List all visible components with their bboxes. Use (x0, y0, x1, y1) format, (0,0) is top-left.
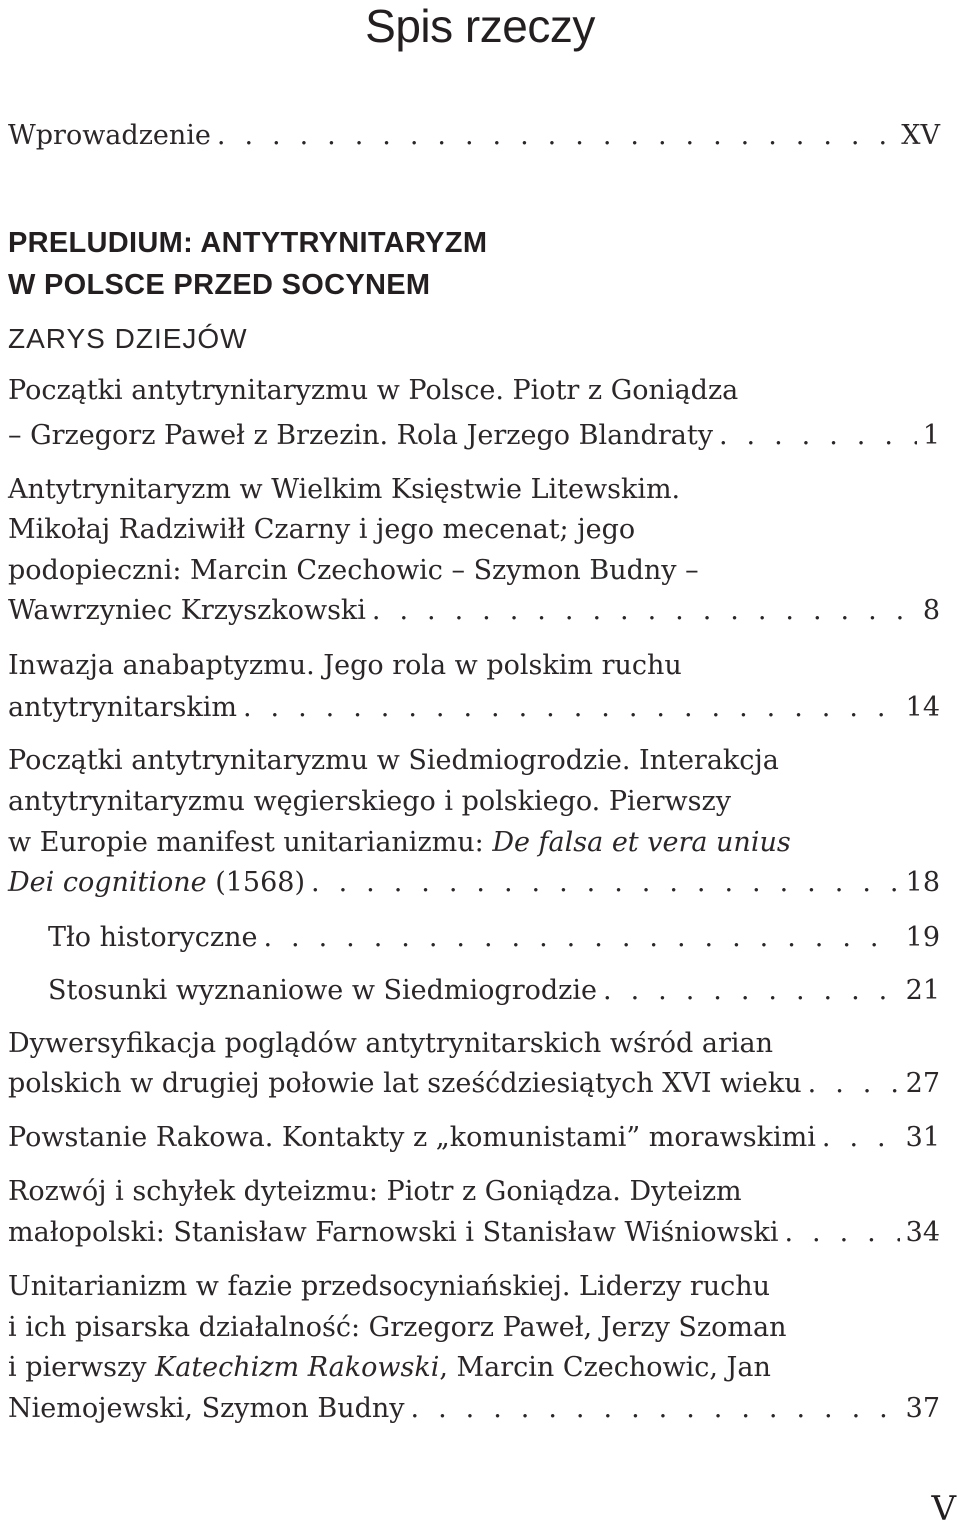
latin-title: Dei cognitione (8, 867, 207, 898)
toc-entry-text: polskich w drugiej połowie lat sześćdziesiątych XVI wieku (8, 1068, 802, 1099)
part-title-line-2: W POLSCE PRZED SOCYNEM (8, 269, 431, 301)
toc-entry-line (8, 827, 791, 859)
toc-entry-text: małopolski: Stanisław Farnowski i Stanisław Wiśniowski (8, 1217, 779, 1248)
toc-entry-line: i ich pisarska działalność: Grzegorz Paweł, Jerzy Szoman (8, 1312, 787, 1343)
dot-leader (263, 922, 899, 954)
toc-entry-text: – Grzegorz Paweł z Brzezin. Rola Jerzego Blandraty (8, 420, 713, 451)
page-number: 34 (905, 1217, 940, 1248)
toc-entry-line: antytrynitaryzmu węgierskiego i polskiego. Pierwszy (8, 786, 731, 817)
toc-entry-text: w Europie manifest unitarianizmu: (8, 827, 493, 858)
toc-entry-6[interactable] (48, 975, 940, 1007)
page-number: 27 (905, 1068, 940, 1099)
dot-leader (808, 1068, 900, 1100)
toc-entry-5[interactable] (48, 922, 940, 954)
page-number: 8 (922, 595, 940, 626)
toc-entry-text: Stosunki wyznaniowe w Siedmiogrodzie (48, 975, 597, 1006)
toc-entry-text: Niemojewski, Szymon Budny (8, 1393, 405, 1424)
toc-entry-10[interactable] (8, 1393, 940, 1425)
dot-leader (603, 975, 900, 1007)
toc-entry-3[interactable] (8, 692, 940, 724)
page-number: 37 (905, 1393, 940, 1424)
toc-entry-line: Mikołaj Radziwiłł Czarny i jego mecenat; jego (8, 514, 636, 545)
toc-entry-text: Powstanie Rakowa. Kontakty z „komunistami” morawskimi (8, 1122, 816, 1153)
toc-entry-9[interactable] (8, 1217, 940, 1249)
toc-entry-introduction[interactable] (8, 120, 940, 152)
page-number: 31 (905, 1122, 940, 1153)
toc-entry-text (8, 867, 305, 899)
dot-leader (784, 1217, 899, 1249)
toc-entry-line: Początki antytrynitaryzmu w Polsce. Piotr z Goniądza (8, 375, 739, 406)
toc-entry-line: podopieczni: Marcin Czechowic – Szymon Budny – (8, 555, 699, 586)
toc-entry-2[interactable] (8, 595, 940, 627)
dot-leader (822, 1122, 900, 1154)
dot-leader (372, 595, 917, 627)
dot-leader (411, 1393, 900, 1425)
page-number: 1 (922, 420, 940, 451)
part-title-line-1: PRELUDIUM: ANTYTRYNITARYZM (8, 227, 488, 259)
toc-entry-text: , Marcin Czechowic, Jan (439, 1352, 771, 1383)
dot-leader (217, 120, 895, 152)
page-number: 19 (905, 922, 940, 953)
page-title: Spis rzeczy (365, 0, 595, 52)
folio-page-number: V (931, 1489, 956, 1529)
latin-title: De falsa et vera unius (492, 827, 791, 858)
toc-entry-line: Inwazja anabaptyzmu. Jego rola w polskim ruchu (8, 650, 682, 681)
toc-entry-8[interactable] (8, 1122, 940, 1154)
toc-entry-1[interactable] (8, 420, 940, 452)
page-number: XV (901, 120, 940, 151)
toc-entry-text: Wprowadzenie (8, 120, 211, 151)
year: (1568) (206, 867, 306, 898)
toc-entry-line: Antytrynitaryzm w Wielkim Księstwie Litewskim. (8, 474, 681, 505)
toc-entry-4[interactable] (8, 867, 940, 899)
toc-entry-text: i pierwszy (8, 1352, 156, 1383)
toc-entry-text: Tło historyczne (48, 922, 258, 953)
dot-leader (243, 692, 900, 724)
toc-entry-line: Unitarianizm w fazie przedsocyniańskiej. Liderzy ruchu (8, 1271, 771, 1302)
toc-entry-line: Początki antytrynitaryzmu w Siedmiogrodzie. Interakcja (8, 745, 779, 776)
section-title: ZARYS DZIEJÓW (8, 323, 248, 354)
page-number: 14 (905, 692, 940, 723)
dot-leader (719, 420, 917, 452)
page-number: 21 (905, 975, 940, 1006)
page-number: 18 (905, 867, 940, 898)
toc-entry-text: antytrynitarskim (8, 692, 237, 723)
dot-leader (311, 867, 900, 899)
toc-entry-line (8, 1352, 771, 1384)
toc-entry-7[interactable] (8, 1068, 940, 1100)
toc-entry-text: Wawrzyniec Krzyszkowski (8, 595, 366, 626)
toc-entry-line: Rozwój i schyłek dyteizmu: Piotr z Goniądza. Dyteizm (8, 1176, 742, 1207)
book-title: Katechizm Rakowski (155, 1352, 440, 1383)
toc-entry-line: Dywersyfikacja poglądów antytrynitarskich wśród arian (8, 1028, 773, 1059)
